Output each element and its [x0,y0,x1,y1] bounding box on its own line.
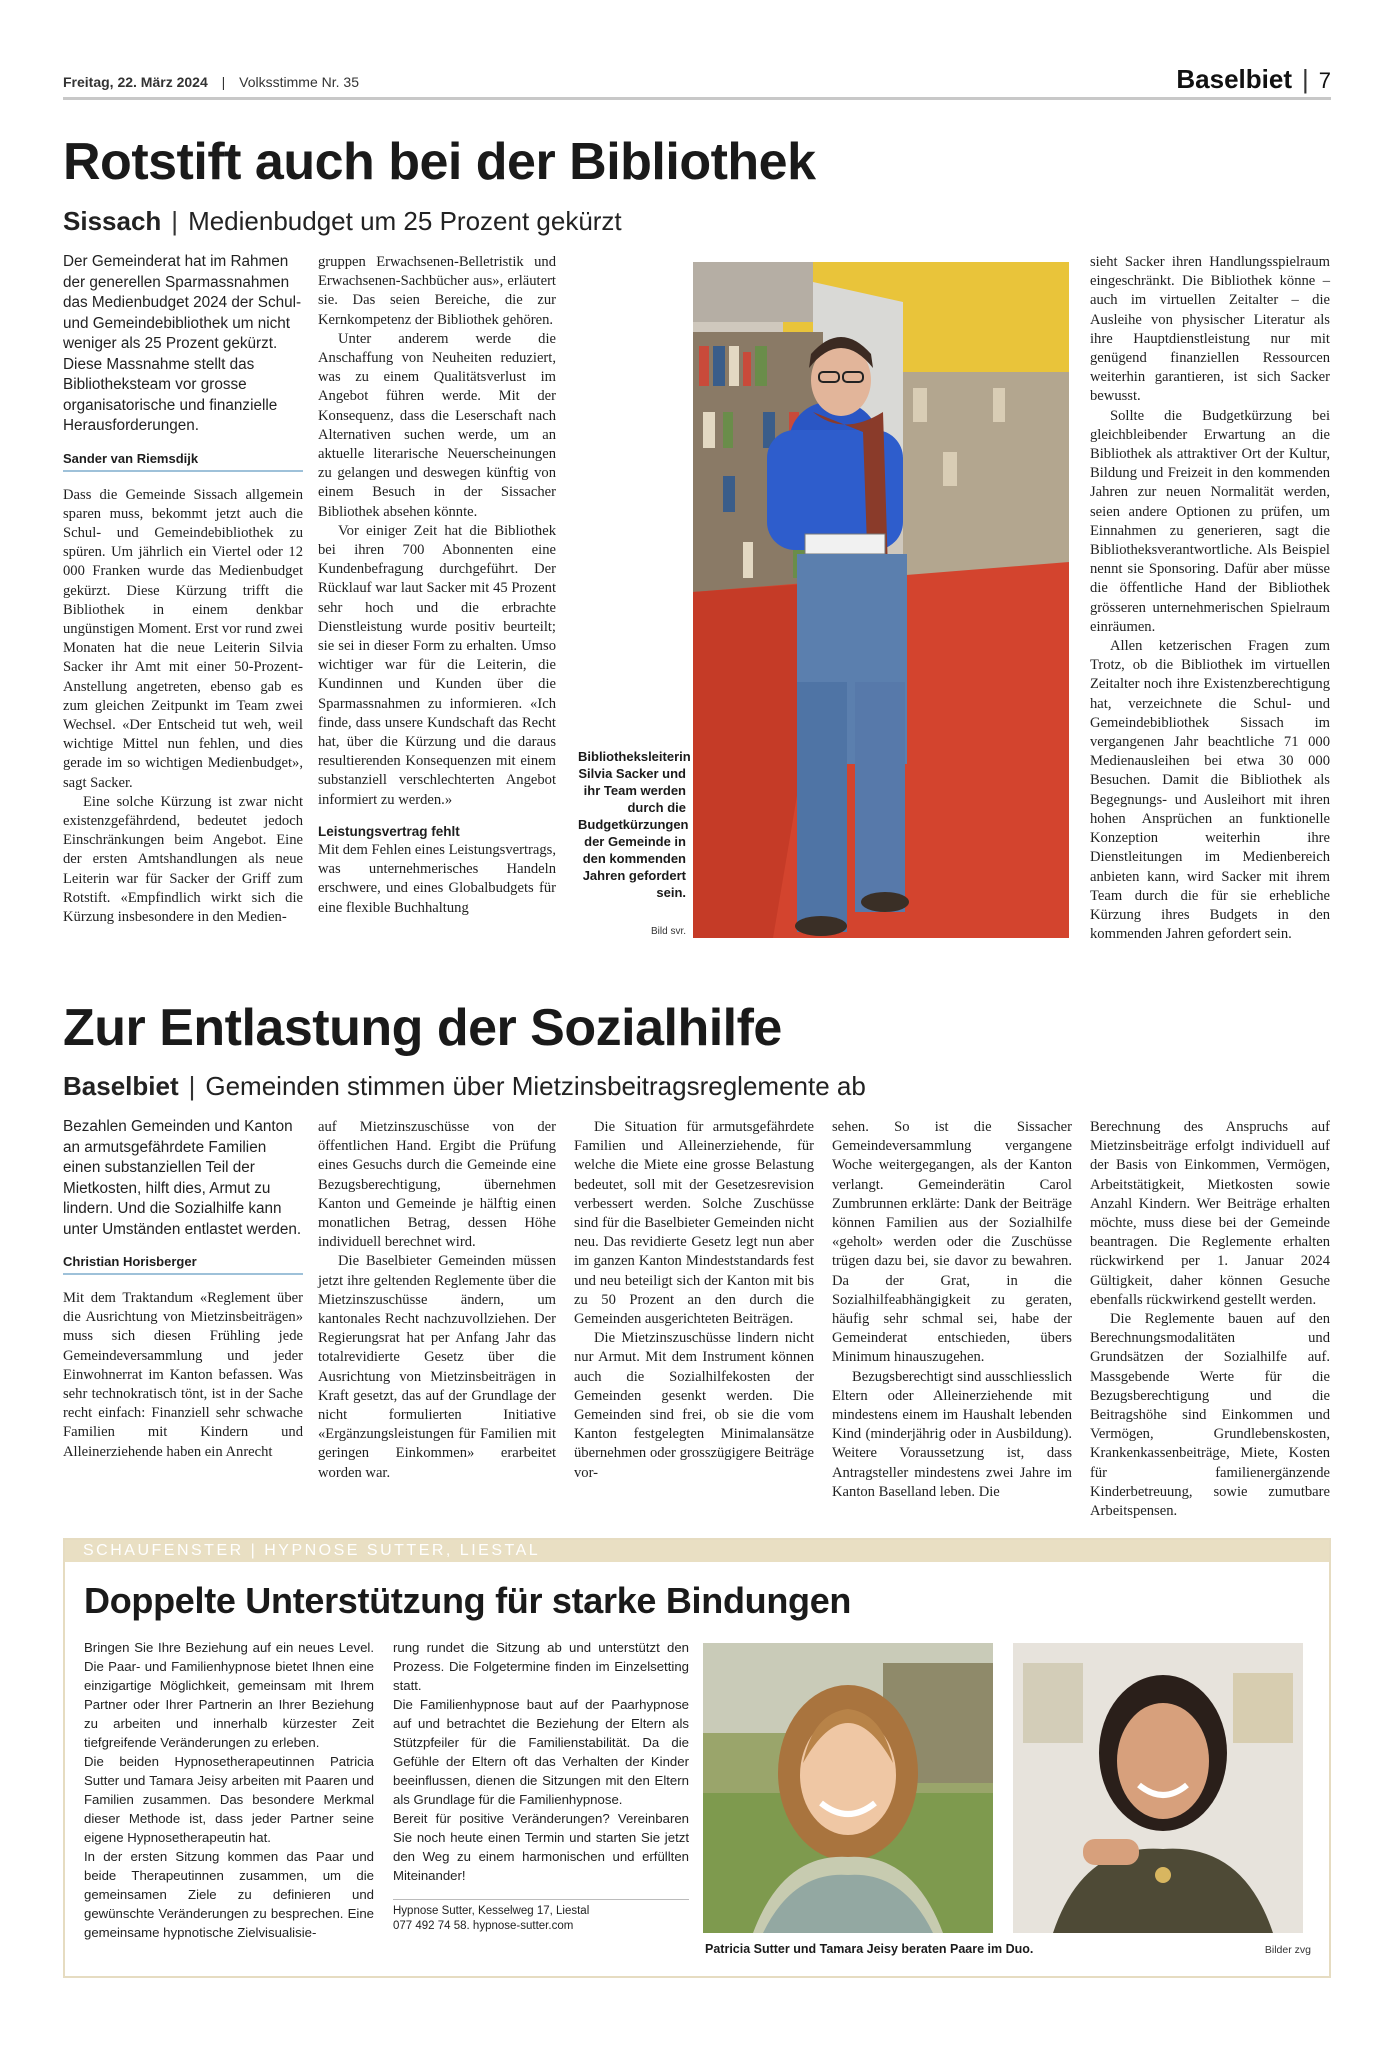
paragraph: Bereit für positive Veränderungen? Vereinbaren Sie noch heute einen Termin und starten Sie jetzt den Weg zu einem harmonischen und erfüllten Miteinander! [393,1811,689,1883]
article1-column-1 [63,252,303,942]
article2-col5-text [1090,1118,1330,1521]
article2-title: Zur Entlastung der Sozialhilfe [63,999,782,1057]
paragraph: Allen ketzerischen Fragen zum Trotz, ob die Bibliothek im virtuellen Zeitalter noch ihre Existenzberechtigung hat, verzeichnete die Schul- und Gemeindebibliothek Sissach im vergangenen Jahr beachtliche 71 000 Medienausleihen bei etwa 30 000 Besuchen. Damit die Bibliothek als Begegnungs- und Ausleihort mit ihren hohen Ansprüchen an funktionelle Konzeption weiterhin ihre Dienstleitungen im Medienbereich anbieten kann, wird Sacker mit ihrem Team durch die für sie erhebliche Kürzung ihres Budgets in den kommenden Jahren gefordert sein. [1090,638,1330,943]
therapist-photo-1 [703,1643,993,1933]
article2-lead: Bezahlen Gemeinden und Kanton an armutsgefährdete Familien einen substanziellen Teil der Mietkosten, hilft dies, Armut zu lindern. Und die Sozialhilfe kann unter Umständen entlastet werden. [63,1118,302,1238]
paragraph: Vor einiger Zeit hat die Bibliothek bei ihren 700 Abonnenten eine Kundenbefragung durchgeführt. Der Rücklauf war laut Sacker mit 45 Prozent sehr hoch und die erbrachte Dienstleistung wurde positiv beurteilt; sie sei in dieser Form zu erhalten. Umso wichtiger war für die Leiterin, die Kundinnen und Kunden über die Sparmassnahmen zu informieren. «Ich finde, dass unsere Kundschaft das Recht hat, über die Kürzung und die daraus resultierenden Konsequenzen mit einem substanziell verschlechterten Angebot informiert zu werden.» [318,522,556,808]
article2-column-2 [318,1118,556,1498]
contact-phone-web: 077 492 74 58. hypnose-sutter.com [393,1920,574,1932]
page-header [63,62,1331,100]
library-photo-illustration [693,262,1069,938]
library-photo-caption: Bibliotheksleiterin Silvia Sacker und ihr Team werden durch die Budgetkürzungen der Gemeinde in den kommenden Jahren gefordert sein. [578,749,691,900]
article1-kicker-place: Sissach [63,206,162,236]
therapist-photo-2-illustration [1013,1643,1303,1933]
page-number: 7 [1318,68,1331,93]
paragraph: sehen. So ist die Sissacher Gemeindeversammlung vergangene Woche weitergegangen, als der Kanton verlangt. Gemeinderätin Carol Zumbrunnen erklärte: Dank der Beiträge können Familien aus der Sozialhilfe «geholt» werden oder die Zuschüsse trügen dazu bei, sie davor zu bewahren. Da der Grat, in die Sozialhilfeabhängigkeit zu geraten, häufig sehr schmal sei, habe der Gemeinderat entschieden, übers Minimum hinauszugehen. [832,1119,1072,1366]
article1-author: Sander van Riemsdijk [63,451,303,472]
paragraph: Die Baselbieter Gemeinden müssen jetzt ihre geltenden Reglemente über die Mietzinszuschüsse ändern, um kantonales Recht nachzuvollziehen. Der Regierungsrat hat per Anfang Jahr das totalrevidierte Gesetz über die Ausrichtung von Mietzinsbeiträgen in Kraft gesetzt, das auf der Grundlage der nicht formulierten Initiative «Ergänzungsleistungen für Familien mit geringen Einkommen» erarbeitet worden war. [318,1253,556,1481]
paragraph: Mit dem Traktandum «Reglement über die Ausrichtung von Mietzinsbeiträgen» muss sich diesen Frühling jede Gemeindeversammlung und jeder Einwohnerrat im Kanton befassen. Was sehr technokratisch tönt, ist in der Sache recht einfach: Finanziell sehr schwache Familien mit Kindern und Alleinerziehende haben ein Anrecht [63,1290,303,1460]
library-photo-credit: Bild svr. [650,926,686,937]
header-section [1176,64,1331,95]
shopwindow-title: Doppelte Unterstützung für starke Bindungen [84,1580,852,1621]
paragraph: Die Situation für armutsgefährdete Familien und Alleinerziehende, für welche die Miete eine grosse Belastung bedeutet, soll mit der Gesetzesrevision verbessert werden. Solche Zuschüsse sind für die Baselbieter Gemeinden nicht neu. Das revidierte Gesetz legt nun aber im ganzen Kanton Mindeststandards fest und neu beteiligt sich der Kanton mit bis zu 50 Prozent an den durch die Gemeinden ausgerichteten Beiträgen. [574,1119,814,1328]
article2-col1-text [63,1289,303,1462]
paragraph: Unter anderem werde die Anschaffung von Neuheiten reduziert, was zu einem Qualitätsverlust im Angebot führen werde. Mit der Konsequenz, dass die Leserschaft nach Alternativen suchen werde, um an aktuelle literarische Neuerscheinungen zu gelangen und deswegen künftig von einem Besuch in der Sissacher Bibliothek absehen könnte. [318,330,556,520]
article2-column-1 [63,1117,303,1497]
article2-kicker [63,1071,866,1102]
article1-column-3 [1090,253,1330,943]
paragraph: Die Mietzinszuschüsse lindern nicht nur Armut. Mit dem Instrument können auch die Sozialhilfekosten der Gemeinden gesenkt werden. Die Gemeinden sind frei, ob sie die vom Kanton festgelegten Minimalansätze übernehmen oder grosszügigere Beiträge vor- [574,1330,814,1481]
article1-kicker [63,206,622,237]
article1-subhead: Leistungsvertrag fehlt [318,823,460,839]
shopwindow-box [63,1538,1331,1978]
article1-col2-after [318,841,556,918]
shopwindow-bar: SCHAUFENSTER | HYPNOSE SUTTER, LIESTAL [65,1540,1329,1562]
paragraph: Bringen Sie Ihre Beziehung auf ein neues Level. Die Paar- und Familienhypnose bietet Ihnen eine einzigartige Möglichkeit, gemeinsam mit Ihrem Partner oder Ihrer Partnerin an Ihrer Beziehung zu arbeiten und innerhalb kürzester Zeit tiefgreifende Veränderungen zu erleben. [84,1640,374,1750]
therapist-photo-1-illustration [703,1643,993,1933]
article2-kicker-separator: | [188,1071,196,1101]
paragraph: Dass die Gemeinde Sissach allgemein sparen muss, bekommt jetzt auch die Schul- und Gemeindebibliothek zu spüren. Um jährlich ein Viertel oder 12 000 Franken wurde das Medienbudget gekürzt. Diese Kürzung trifft die Bibliothek in einem denkbar ungünstigen Moment. Erst vor rund zwei Monaten hat die neue Leiterin Silvia Sacker ihr Amt mit einer 50-Prozent-Anstellung angetreten, ebenso gab es zum gleichen Zeitpunkt im Team zwei Wechsel. «Der Entscheid tut weh, weil wichtige Mittel nun fehlen, und dies gerade im so wichtigen Medienbudget», sagt Sacker. [63,486,303,791]
paragraph: Mit dem Fehlen eines Leistungsvertrags, was unternehmerisches Handeln erschwere, und eines Globalbudgets für eine flexible Buchhaltung [318,841,556,916]
article2-author: Christian Horisberger [63,1254,303,1275]
therapist-photo-2 [1013,1643,1303,1933]
article1-col1-text [63,486,303,928]
article1-lead: Der Gemeinderat hat im Rahmen der generellen Sparmassnahmen das Medienbudget 2024 der Schul- und Gemeindebibliothek um nicht weniger als 25 Prozent gekürzt. Diese Massnahme stellt das Bibliotheksteam vor grosse organisatorische und finanzielle Herausforderungen. [63,253,302,434]
shopwindow-column-1 [84,1638,374,1942]
paragraph: Die beiden Hypnosetherapeutinnen Patricia Sutter und Tamara Jeisy arbeiten mit Paaren und Familien zusammen. Das besondere Merkmal dieser Methode ist, dass jeder Partner seine eigene Hypnosetherapeutin hat. [84,1754,374,1845]
section-separator: | [1301,64,1309,94]
contact-address: Hypnose Sutter, Kesselweg 17, Liestal [393,1905,590,1917]
article2-kicker-place: Baselbiet [63,1071,179,1101]
library-photo [693,262,1069,938]
header-issue: Volksstimme Nr. 35 [239,74,359,90]
section-name: Baselbiet [1176,64,1292,94]
article1-column-2 [318,253,556,943]
article1-kicker-separator: | [171,206,179,236]
article2-column-3 [574,1118,814,1498]
paragraph: Die Reglemente bauen auf den Berechnungsmodalitäten und Grundsätzen der Sozialhilfe auf. Massgebende Werte für die Bezugsberechtigung und die Beitragshöhe sind Einkommen und Vermögen, Grundlebenskosten, Krankenkassenbeiträge, Miete, Kosten für familienergänzende Kinderbetreuung, sowie zumutbare Arbeitspensen. [1090,1311,1330,1520]
article2-column-5 [1090,1118,1330,1520]
paragraph: auf Mietzinszuschüsse von der öffentlichen Hand. Ergibt die Prüfung eines Gesuchs durch die Gemeinde eine Bezugsberechtigung, übernehmen Kanton und Gemeinde je hälftig einen monatlichen Betrag, dessen Höhe individuell berechnet wird. [318,1119,556,1251]
article1-col2-text [318,253,556,810]
shopwindow-photo-caption: Patricia Sutter und Tamara Jeisy beraten Paare im Duo. [705,1942,1034,1956]
article2-col2-text [318,1118,556,1483]
article1-col3-text [1090,253,1330,944]
paragraph: gruppen Erwachsenen-Belletristik und Erwachsenen-Sachbücher aus», erläutert sie. Das seien Bereiche, die zur Kernkompetenz der Bibliothek gehören. [318,254,556,328]
shopwindow-contact [393,1899,689,1934]
header-dateline [63,74,359,90]
article1-kicker-text: Medienbudget um 25 Prozent gekürzt [188,206,622,236]
paragraph: In der ersten Sitzung kommen das Paar und beide Therapeutinnen zusammen, um die gemeinsamen Ziele zu definieren und gewünschte Veränderungen zu besprechen. Eine gemeinsame hypnotische Zielvisualisie- [84,1849,374,1940]
paragraph: rung rundet die Sitzung ab und unterstützt den Prozess. Die Folgetermine finden im Einzelsetting statt. [393,1640,689,1693]
paragraph: Berechnung des Anspruchs auf Mietzinsbeiträge erfolgt individuell auf der Basis von Einkommen, Vermögen, Arbeitstätigkeit, Mietkosten sowie Anzahl Kindern. Wer Beiträge erhalten möchte, muss diese bei der Gemeinde beantragen. Die Reglemente erhalten rückwirkend per 1. Januar 2024 Gültigkeit, daher können Gesuche ebenfalls rückwirkend gestellt werden. [1090,1119,1330,1308]
article2-kicker-text: Gemeinden stimmen über Mietzinsbeitragsreglemente ab [205,1071,866,1101]
shopwindow-column-2 [393,1638,689,1934]
header-separator: | [221,74,226,90]
article2-column-4 [832,1118,1072,1498]
header-date: Freitag, 22. März 2024 [63,74,208,90]
paragraph: Eine solche Kürzung ist zwar nicht existenzgefährdend, bedeutet jedoch Einschränkungen beim Angebot. Eine der ersten Amtshandlungen als neue Leiterin war für Sacker der Griff zum Rotstift. «Empfindlich wirkt sich die Kürzung insbesondere in den Medien- [63,793,303,925]
paragraph: Sollte die Budgetkürzung bei gleichbleibender Erwartung an die Bibliothek als attraktiver Ort der Kultur, Bildung und Freizeit in den kommenden Jahren zur neuen Normalität werden, seien andere Optionen zu prüfen, um Einnahmen zu generieren, sagt die Bibliotheksverantwortliche. Als Beispiel nennt sie Sponsoring. Dafür aber müsse die öffentliche Hand der Bibliothek grösseren unternehmerischen Spielraum einräumen. [1090,407,1330,635]
paragraph: Bezugsberechtigt sind ausschliesslich Eltern oder Alleinerziehende mit mindestens einem im Haushalt lebenden Kind (minderjährig oder in Ausbildung). Weitere Voraussetzung ist, dass Antragsteller mindestens zwei Jahre im Kanton Baselland leben. Die [832,1368,1072,1500]
paragraph: Die Familienhypnose baut auf der Paarhypnose auf und betrachtet die Beziehung der Eltern als Stützpfeiler für die Familienstabilität. Da die Gefühle der Eltern oft das Verhalten der Kinder beeinflussen, dienen die Sitzungen mit den Eltern als Grundlage für die Familienhypnose. [393,1697,689,1807]
article2-col3-text [574,1118,814,1483]
article2-col4-text [832,1118,1072,1502]
shopwindow-photo-credit: Bilder zvg [1264,1944,1311,1956]
paragraph: sieht Sacker ihren Handlungsspielraum eingeschränkt. Die Bibliothek könne – auch im virtuellen Zeitalter – die Ausleihe von physischer Literatur als ihre Hauptdienstleistung nur mit genügend finanziellen Ressourcen weiterhin garantieren, ist sich Sacker bewusst. [1090,254,1330,405]
article1-title: Rotstift auch bei der Bibliothek [63,133,816,191]
